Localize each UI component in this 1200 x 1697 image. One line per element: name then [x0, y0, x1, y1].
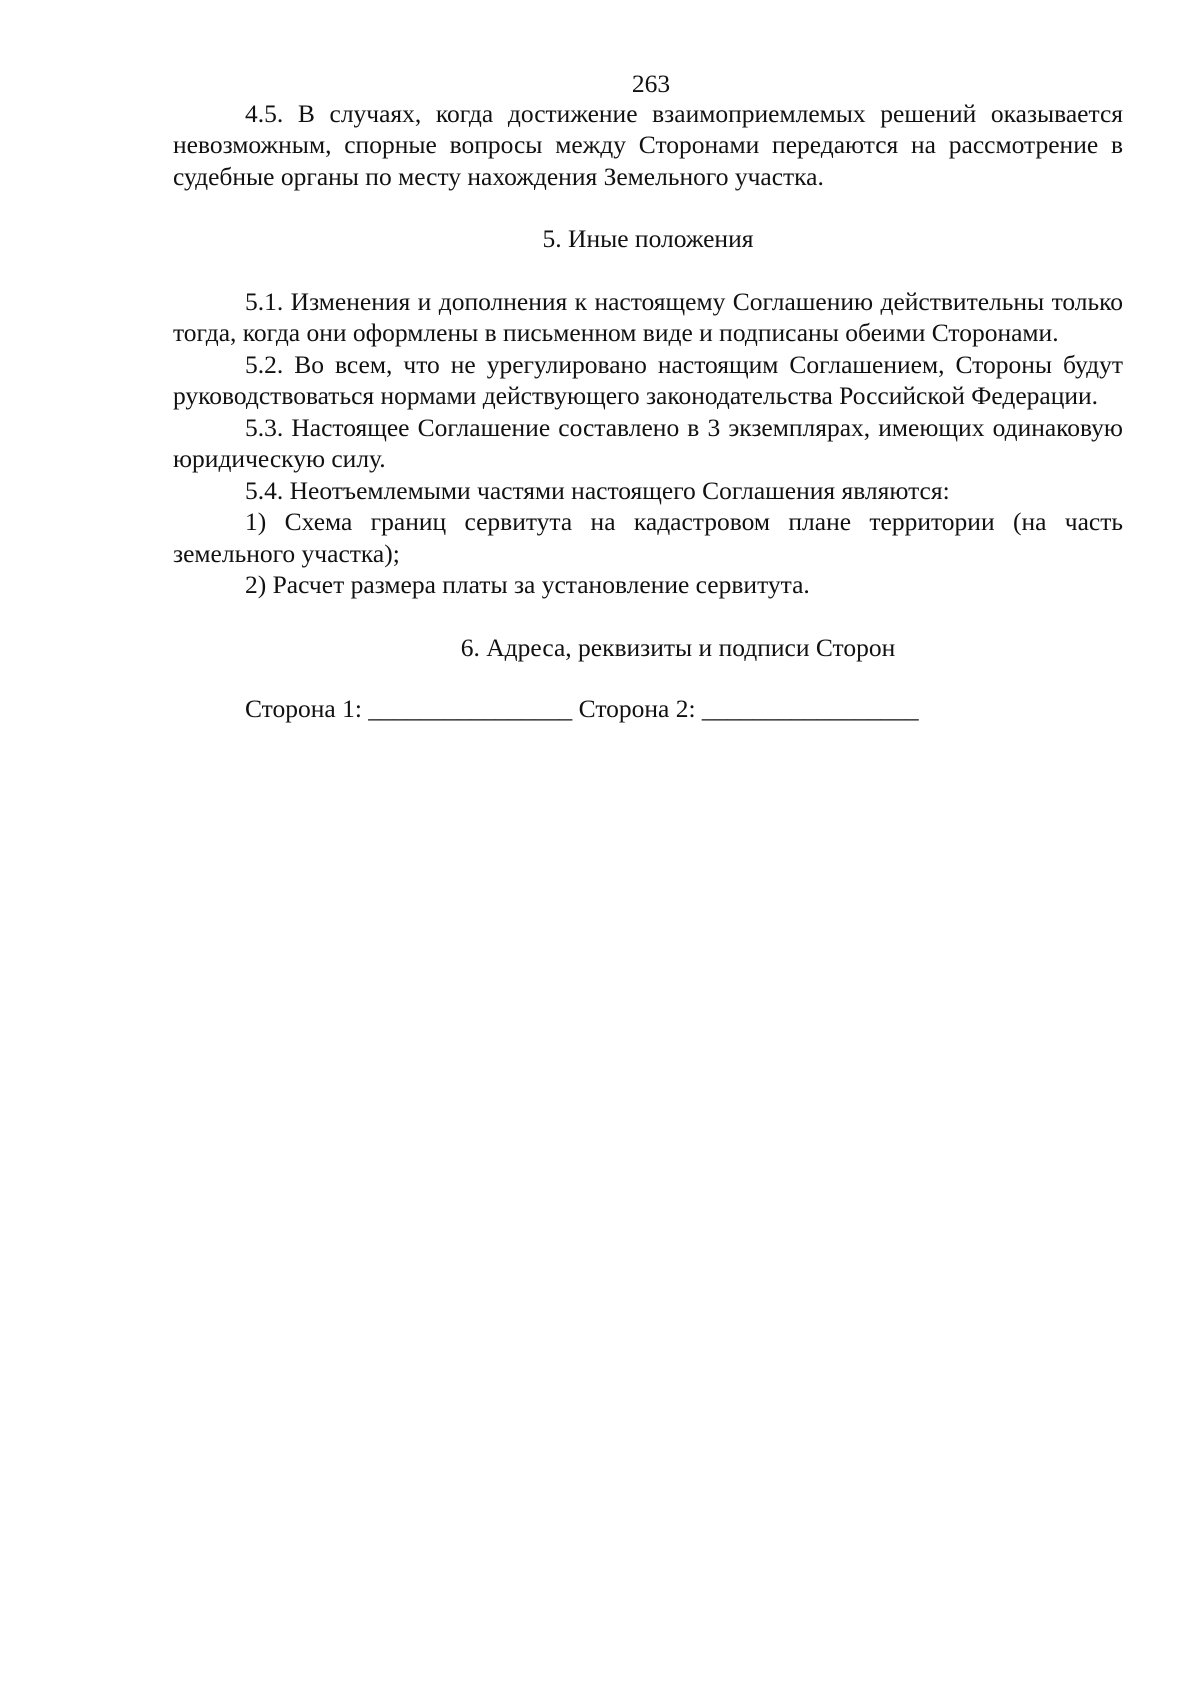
paragraph-5-4: 5.4. Неотъемлемыми частями настоящего Соглашения являются:: [245, 475, 950, 505]
spacer: [173, 601, 1123, 632]
document-page: [173, 68, 1123, 725]
spacer: [173, 663, 1123, 693]
section-5-heading: 5. Иные положения: [542, 224, 754, 253]
paragraph-4-5: 4.5. В случаях, когда достижение взаимоприемлемых решений оказывается невозможным, спорные вопросы между Сторонами передаются на рассмотрение в судебные органы по месту нахождения Земельного участка.: [173, 98, 1123, 191]
section-6-heading: 6. Адреса, реквизиты и подписи Сторон: [460, 632, 896, 662]
spacer: [173, 255, 1123, 286]
spacer: [173, 192, 1123, 223]
page-number: 263: [631, 69, 671, 98]
paragraph-5-1: 5.1. Изменения и дополнения к настоящему Соглашению действительны только тогда, когда они оформлены в письменном виде и подписаны обеими Сторонами.: [173, 286, 1123, 347]
paragraph-5-3: 5.3. Настоящее Соглашение составлено в 3 экземплярах, имеющих одинаковую юридическую силу.: [173, 412, 1123, 473]
list-item-1: 1) Схема границ сервитута на кадастровом плане территории (на часть земельного участка);: [173, 507, 1123, 568]
list-item-2: 2) Расчет размера платы за установление сервитута.: [245, 570, 810, 599]
paragraph-5-2: 5.2. Во всем, что не урегулировано настоящим Соглашением, Стороны будут руководствоваться нормами действующего законодательства Российской Федерации.: [173, 349, 1123, 410]
signature-line: Сторона 1: ________________ Сторона 2: _________________: [245, 694, 919, 723]
